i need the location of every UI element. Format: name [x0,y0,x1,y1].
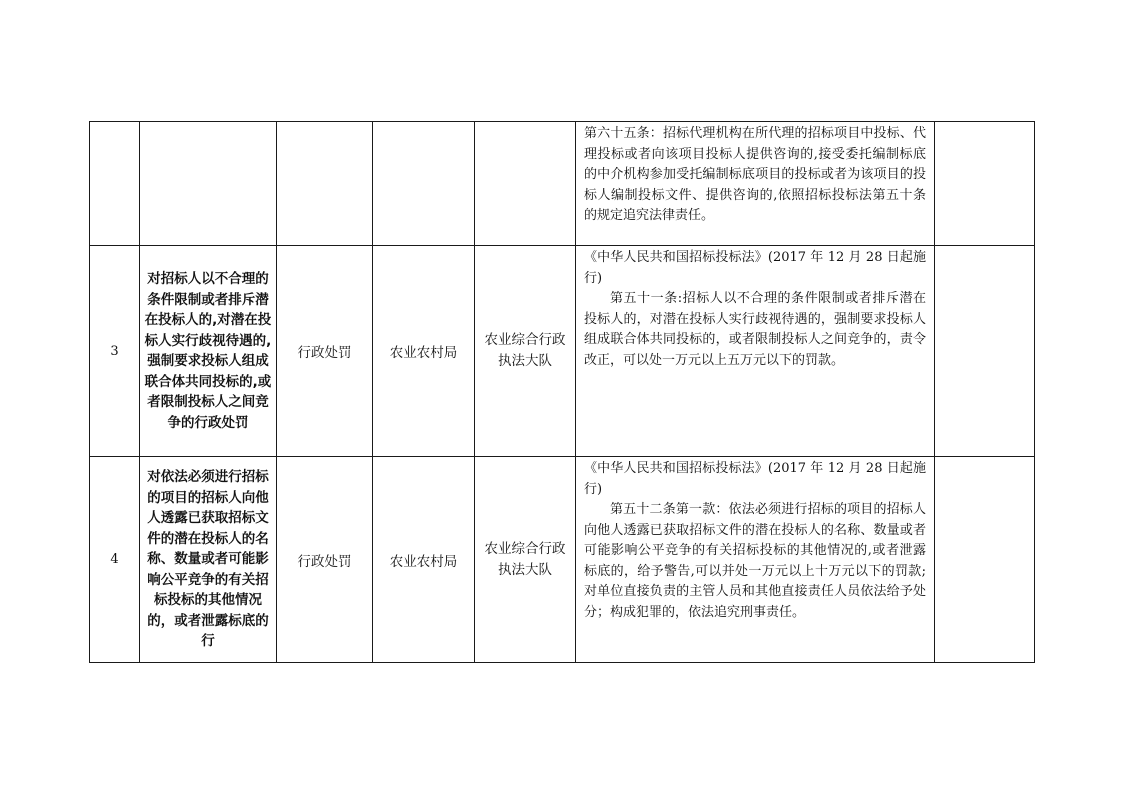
executor-cell [475,122,576,246]
penalty-table [89,121,1035,663]
table-row [90,457,1035,663]
category-cell [277,122,373,246]
department-cell [373,122,475,246]
row-number [90,122,140,246]
row-number: 3 [90,246,140,457]
category-cell: 行政处罚 [277,457,373,663]
row-number: 4 [90,457,140,663]
legal-basis-cell [576,246,935,457]
remark-cell [935,246,1035,457]
item-name-cell [140,457,277,663]
executor-cell: 农业综合行政执法大队 [475,246,576,457]
law-title: 《中华人民共和国招标投标法》(2017 年 12 月 28 日起施行) [584,461,926,497]
legal-basis-cell [576,122,935,246]
legal-basis-text: 第六十五条：招标代理机构在所代理的招标项目中投标、代理投标或者向该项目投标人提供咨询的,接受委托编制标底的中介机构参加受托编制标底项目的投标或者为该项目的投标人编制投标文件、提供咨询的,依照招标投标法第五十条的规定追究法律责任。 [584,126,926,223]
category-cell: 行政处罚 [277,246,373,457]
legal-basis-text: 第五十一条:招标人以不合理的条件限制或者排斥潜在投标人的，对潜在投标人实行歧视待遇的，强制要求投标人组成联合体共同投标的，或者限制投标人之间竞争的，责令改正，可以处一万元以上五万元以下的罚款。 [584,291,926,368]
item-name: 对依法必须进行招标的项目的招标人向他人透露已获取招标文件的潜在投标人的名称、数量或者可能影响公平竞争的有关招标投标的其他情况的，或者泄露标底的行 [147,469,269,650]
legal-basis-cell [576,457,935,663]
law-title: 《中华人民共和国招标投标法》(2017 年 12 月 28 日起施行) [584,250,926,286]
executor-cell: 农业综合行政执法大队 [475,457,576,663]
department-cell: 农业农村局 [373,246,475,457]
table-row [90,246,1035,457]
item-name [140,122,277,246]
item-name: 对招标人以不合理的条件限制或者排斥潜在投标人的,对潜在投标人实行歧视待遇的,强制要求投标人组成联合体共同投标的,或者限制投标人之间竞争的行政处罚 [140,246,277,457]
table-row [90,122,1035,246]
remark-cell [935,457,1035,663]
remark-cell [935,122,1035,246]
department-cell: 农业农村局 [373,457,475,663]
legal-basis-text: 第五十二条第一款：依法必须进行招标的项目的招标人向他人透露已获取招标文件的潜在投标人的名称、数量或者可能影响公平竞争的有关招标投标的其他情况的,或者泄露标底的，给予警告,可以并处一万元以上十万元以下的罚款;对单位直接负责的主管人员和其他直接责任人员依法给予处分；构成犯罪的，依法追究刑事责任。 [584,502,926,620]
